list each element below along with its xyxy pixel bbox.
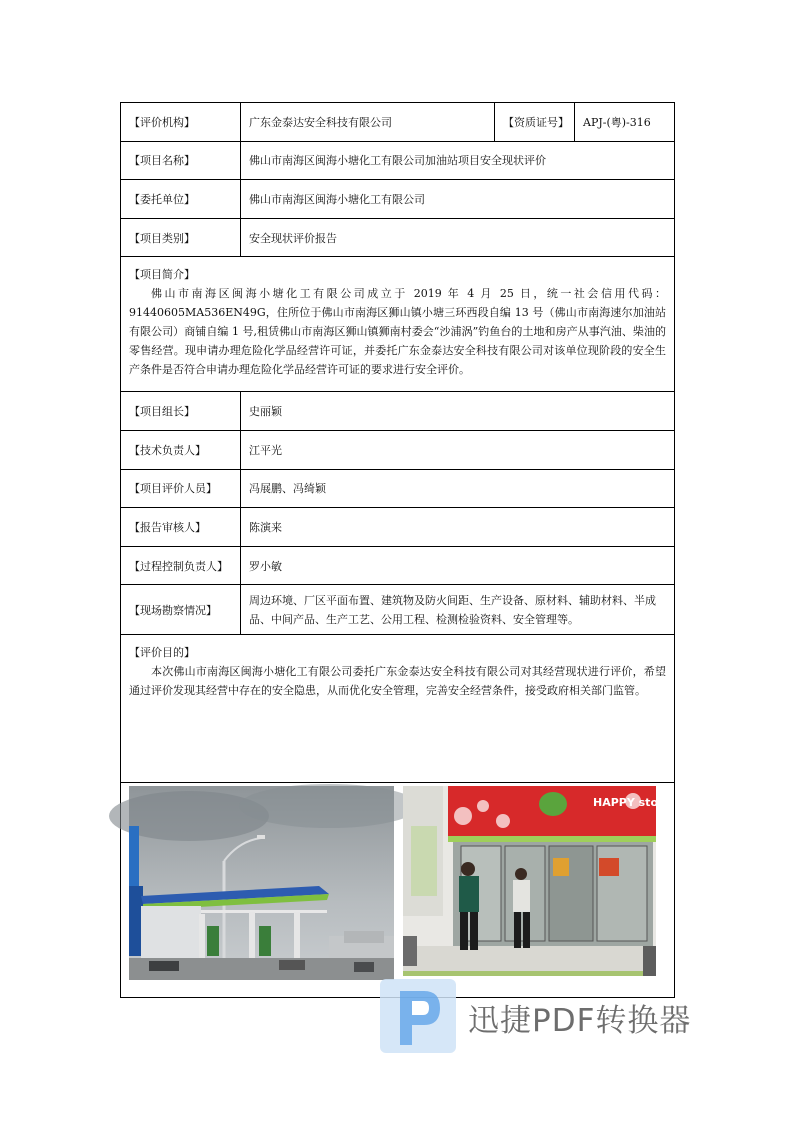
- row-client: [121, 180, 674, 219]
- row-reviewer: [121, 508, 674, 547]
- tech-label: 【技术负责人】: [121, 431, 241, 469]
- process-value: 罗小敏: [249, 559, 282, 573]
- reviewer-value: 陈演来: [249, 520, 282, 534]
- survey-label: 【现场勘察情况】: [121, 585, 241, 634]
- purpose-text: 本次佛山市南海区闽海小塘化工有限公司委托广东金泰达安全科技有限公司对其经营现状进行评价，希望通过评价发现其经营中存在的安全隐患，从而优化安全管理，完善安全经营条件，接受政府相关部门监管。: [129, 665, 666, 698]
- leader-value: 史丽颖: [249, 405, 282, 419]
- project-name-value: 佛山市南海区闽海小塘化工有限公司加油站项目安全现状评价: [249, 154, 546, 168]
- evaluation-info-table: [120, 102, 675, 998]
- evaluators-label: 【项目评价人员】: [121, 470, 241, 508]
- row-category: [121, 219, 674, 258]
- pdf-converter-logo-icon: [378, 977, 458, 1055]
- store-front-illustration: [403, 786, 671, 976]
- row-site-photos: [121, 783, 674, 998]
- row-site-survey: [121, 585, 674, 635]
- row-organization: [121, 103, 674, 142]
- org-value: 广东金泰达安全科技有限公司: [241, 103, 495, 141]
- category-value: 安全现状评价报告: [249, 231, 337, 245]
- cert-label: 【资质证号】: [495, 103, 575, 141]
- cert-value: APJ-(粤)-316: [583, 115, 651, 129]
- row-process-control: [121, 547, 674, 586]
- survey-value: 周边环境、厂区平面布置、建筑物及防火间距、生产设备、原材料、辅助材料、半成品、中间产品、生产工艺、公用工程、检测检验资料、安全管理等。: [249, 593, 656, 626]
- watermark-text: 迅捷PDF转换器: [468, 1003, 692, 1039]
- row-leader: [121, 392, 674, 431]
- client-value: 佛山市南海区闽海小塘化工有限公司: [249, 192, 425, 206]
- watermark: [376, 975, 736, 1057]
- intro-text: 佛山市南海区闽海小塘化工有限公司成立于 2019 年 4 月 25 日，统一社会信用代码：91440605MA536EN49G，住所位于佛山市南海区狮山镇小塘三环西段自编 13 号（佛山市南海速尔加油站有限公司）商铺自编 1 号,租赁佛山市南海区狮山镇狮南村委会“沙浦涡”钓鱼台的土地和房产从事汽油、柴油的零售经营。现申请办理危险化学品经营许可证，并委托广东金泰达安全科技有限公司对该单位现阶段的安全生产条件是否符合申请办理危险化学品经营许可证的要求进行安全评价。: [129, 287, 666, 377]
- row-project-name: [121, 142, 674, 181]
- row-tech-lead: [121, 431, 674, 470]
- client-label: 【委托单位】: [121, 180, 241, 218]
- tech-value: 江平光: [249, 443, 282, 457]
- store-sign: HAPPY store: [593, 796, 671, 810]
- gas-station-illustration: [129, 786, 394, 980]
- evaluators-value: 冯展鹏、冯绮颖: [249, 482, 326, 496]
- reviewer-label: 【报告审核人】: [121, 508, 241, 546]
- gas-station-photo: [129, 786, 394, 980]
- row-evaluators: [121, 470, 674, 509]
- process-label: 【过程控制负责人】: [121, 547, 241, 585]
- org-label: 【评价机构】: [121, 103, 241, 141]
- leader-label: 【项目组长】: [121, 392, 241, 430]
- intro-label: 【项目简介】: [129, 268, 195, 282]
- project-name-label: 【项目名称】: [121, 142, 241, 180]
- purpose-label: 【评价目的】: [129, 646, 195, 660]
- row-evaluation-purpose: [121, 635, 674, 783]
- store-front-photo: [403, 786, 671, 976]
- row-project-intro: [121, 257, 674, 392]
- category-label: 【项目类别】: [121, 219, 241, 257]
